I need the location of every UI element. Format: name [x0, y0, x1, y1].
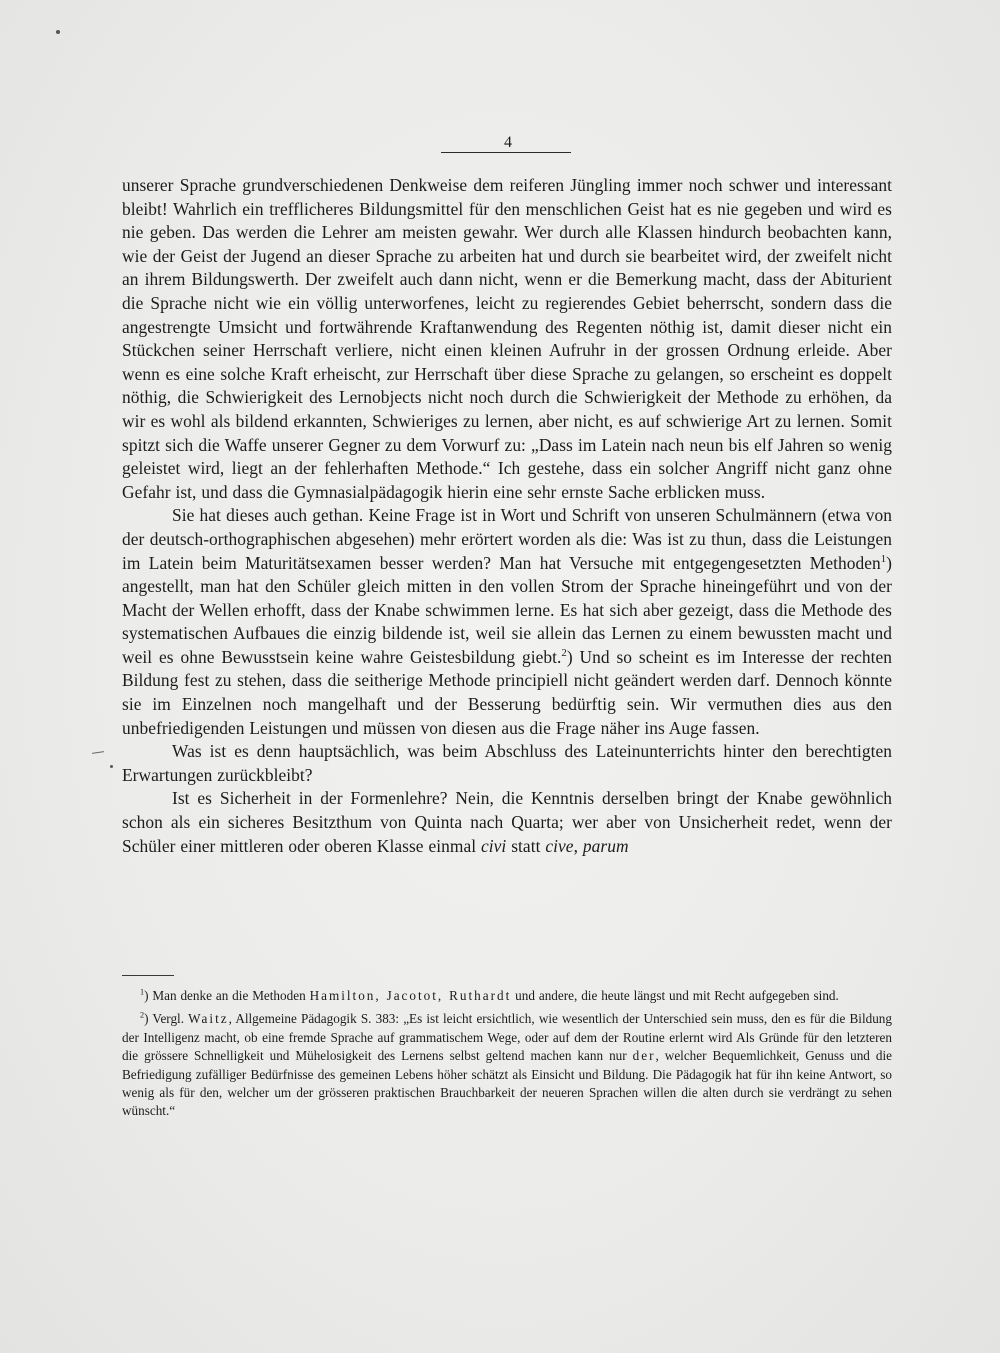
footnote-1-marker: 1 — [140, 987, 145, 997]
footnote-1-text-b: und andere, die heute längst und mit Recht aufgegeben sind. — [511, 988, 839, 1003]
page-number: 4 — [504, 134, 512, 151]
paragraph-4-text: Ist es Sicherheit in der Formenlehre? Nein, die Kenntnis derselben bringt der Knabe gewöhnlich schon als ein sicheres Besitzthum von Quinta nach Quarta; wer aber von Unsicherheit redet, wenn der Schüler einer mittleren oder oberen Klasse einmal — [122, 788, 892, 856]
body-text — [122, 174, 892, 858]
footnote-1-names: Hamilton, Jacotot, Ruthardt — [309, 988, 512, 1003]
footnote-ref-2: 2 — [561, 647, 567, 660]
margin-dot — [110, 765, 113, 768]
footnote-rule — [122, 975, 174, 976]
footnote-2-text-a: ) Vergl. — [144, 1011, 189, 1027]
footnotes — [122, 987, 892, 1126]
latin-word-civi: civi — [481, 835, 507, 856]
paragraph-1: unserer Sprache grundverschiedenen Denkweise dem reiferen Jüngling immer noch schwer und interessant bleibt! Wahrlich ein trefflicheres Bildungsmittel für den menschlichen Geist hat es nie gegeben und wird es nie geben. Das werden die Lehrer am meisten gewahr. Wer durch alle Klassen hindurch beobachten kann, wie der Geist der Jugend an dieser Sprache zu arbeiten hat und durch sie bearbeitet wird, der zweifelt nicht an ihrem Bildungswerth. Der zweifelt auch dann nicht, wenn er die Bemerkung macht, dass der Abiturient die Sprache nicht wie ein völlig unterworfenes, leicht zu regierendes Gebiet beherrscht, sondern dass die angestrengte Umsicht und fortwährende Kraftanwendung des Regenten nöthig ist, damit dieser nicht ein Stückchen seiner Herrschaft verliere, nicht einen kleinen Aufruhr in der grossen Ordnung erleide. Aber wenn es eine solche Kraft erheischt, zur Herrschaft über diese Sprache zu gelangen, so erscheint es doppelt nöthig, die Schwierigkeit des Lernobjects nicht noch durch die Schwierigkeit der Methode zu erhöhen, da wir es wohl als bildend erkannten, Schwieriges zu lernen, aber nicht, es auf schwierige Art zu lernen. Somit spitzt sich die Waffe unserer Gegner zu dem Vorwurf zu: „Dass im Latein nach neun bis elf Jahren so wenig geleistet wird, liegt an der fehlerhaften Methode.“ Ich gestehe, dass ein solcher Angriff nicht ganz ohne Gefahr ist, und dass die Gymnasialpädagogik hierin eine sehr ernste Sache erblicken muss. — [122, 175, 892, 502]
paper-speck — [56, 30, 60, 34]
margin-pencil-mark — [92, 751, 104, 754]
footnote-2-text-c: , welcher Bequemlichkeit, Genuss und die Befriedigung zufälliger Bedürfnisse des gemeinen Lebens höher schätzt als Einsicht und Bildung. Die Pädagogik hat für ihn keine Antwort, so wenig als für den, welcher um der grösseren praktischen Brauchbarkeit der neueren Sprachen willen die alten durch sie verdrängt zu sehen wünscht.“ — [122, 1048, 893, 1119]
footnote-ref-1: 1 — [880, 552, 887, 565]
header-rule — [441, 152, 571, 153]
footnote-2-marker: 2 — [140, 1011, 145, 1021]
footnote-2-text-b: , Allgemeine Pädagogik S. 383: „Es ist leicht ersichtlich, wie wesentlich der Unterschied sein muss, den es für die Bildung der Intelligenz macht, ob eine fremde Sprache auf grammatischem Wege, oder auf dem der Routine erlernt wird Als Gründe für den letzteren die grössere Schnelligkeit und Mühelosigkeit des Lernens selbst geltend machen kann nur — [122, 1011, 892, 1064]
footnote-2-der: der — [632, 1048, 656, 1064]
footnote-2-author: Waitz — [188, 1011, 229, 1027]
paragraph-2-text-a: Sie hat dieses auch gethan. Keine Frage ist in Wort und Schrift von unseren Schulmännern (etwa von der deutsch-orthographischen abgesehen) mehr erörtert worden als die: Was ist zu thun, dass die Leistungen im Latein beim Maturitätsexamen besser werden? Man hat Versuche mit entgegengesetzten Methoden — [122, 505, 892, 573]
paragraph-4-statt: statt — [511, 835, 541, 856]
latin-word-parum: parum — [582, 835, 629, 856]
footnote-1 — [122, 987, 892, 1005]
footnote-2 — [122, 1010, 892, 1120]
paragraph-4-comma: , — [573, 835, 578, 856]
paragraph-2-text-c: ) Und so scheint es im Interesse der rechten Bildung fest zu stehen, dass die seitherige Methode principiell nicht geändert werden darf. Dennoch könnte sie im Einzelnen noch mangelhaft und der Besserung bedürftig sein. Wir vermuthen dies aus den unbefriedigenden Leistungen und müssen von diesen aus die Frage näher ins Auge fassen. — [122, 646, 892, 738]
paragraph-2-text-b: ) angestellt, man hat den Schüler gleich mitten in den vollen Strom der Sprache hineingeführt und von der Macht der Wellen erhofft, dass der Knabe schwimmen lerne. Es hat sich aber gezeigt, dass die Methode des systematischen Aufbaues die einzig bildende ist, weil sie allein das Lernen zu einem bewussten macht und weil es ohne Bewusstsein keine wahre Geistesbildung giebt. — [122, 552, 892, 667]
footnote-1-text-a: ) Man denke an die Methoden — [144, 988, 310, 1003]
latin-word-cive: cive — [545, 835, 574, 856]
paragraph-4 — [122, 787, 892, 858]
paragraph-2 — [122, 504, 892, 740]
paragraph-3: Was ist es denn hauptsächlich, was beim Abschluss des Lateinunterrichts hinter den berechtigten Erwartungen zurückbleibt? — [122, 741, 892, 785]
